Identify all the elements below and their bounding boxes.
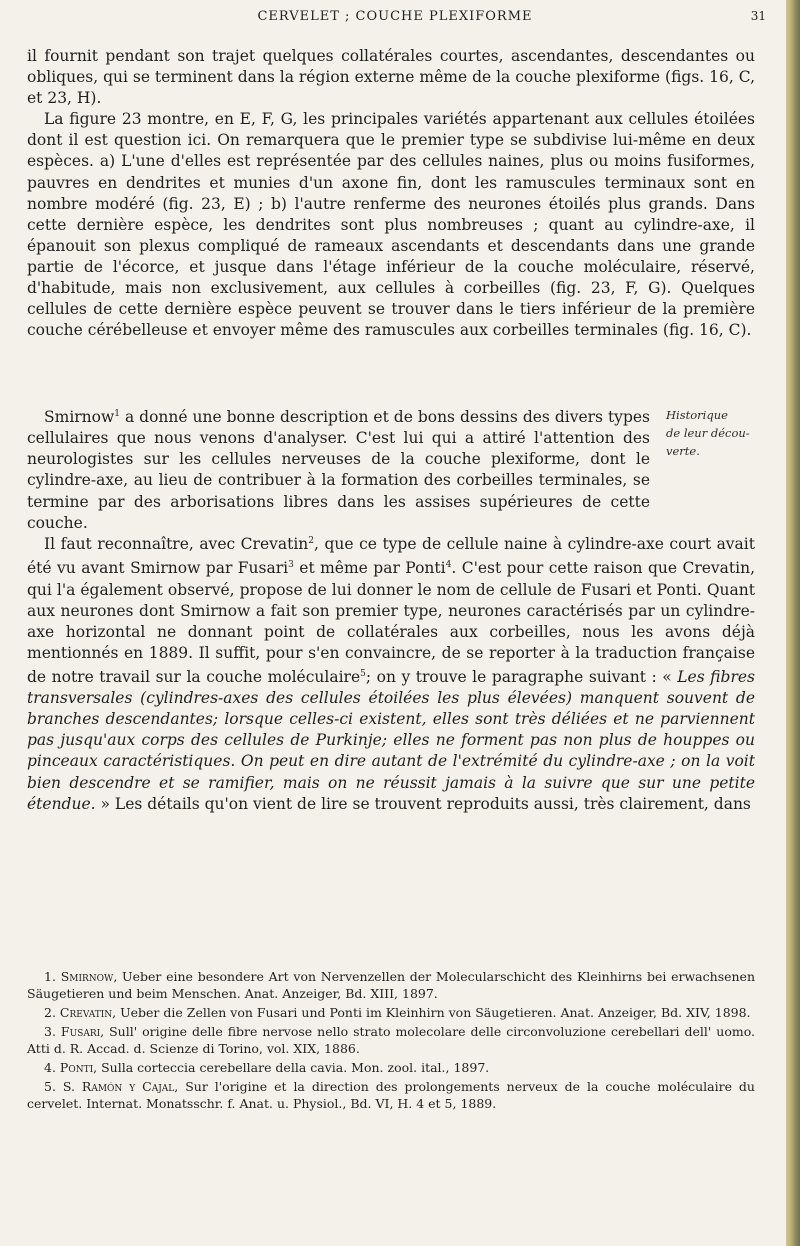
paragraph-text: a donné une bonne description et de bons dessins des divers types cellulaires que nous venons d'analyser. C'est lui qui a attiré l'attention des neurologistes sur les cellules nerveuses de la couche plexiforme, dont le cylindre-axe, au lieu de contribuer à la formation des corbeilles terminales, se termine par des arborisations libres dans les assises supérieures de cette couche. (27, 408, 650, 532)
footnote (27, 1004, 755, 1021)
main-text-lower (27, 531, 755, 823)
paragraph-text: . C'est pour cette raison que Crevatin, qui l'a également observé, propose de lui donner le nom de cellule de Fusari et Ponti. Quant aux neurones dont Smirnow a fait son premier type, neurones caractérisés par un cylindre-axe horizontal ne donnant point de collatérales aux corbeilles, nous les avons déjà mentionnés en 1889. Il suffit, pour s'en convaincre, de se reporter à la traduction française de notre travail sur la couche moléculaire (27, 559, 755, 687)
paragraph-crevatin (27, 531, 755, 815)
paragraph-smirnow (27, 404, 650, 534)
marginal-note-line: verte. (666, 444, 700, 458)
marginal-note-line: de leur décou- (666, 426, 750, 440)
paragraph-text: et même par Ponti (293, 559, 446, 578)
footnote-author: Ponti (59, 1060, 94, 1075)
footnote-text: , Sur l'origine et la direction des prolongements nerveux de la couche moléculaire du cervelet. Internat. Monatsschr. f. Anat. u. Physiol., Bd. VI, H. 4 et 5, 1889. (27, 1079, 755, 1111)
paragraph-text: Il faut reconnaître, avec Crevatin (44, 535, 309, 554)
footnote-ref: 5 (360, 668, 366, 679)
paragraph-text: , que ce type de cellule naine à cylindre-axe court avait été vu avant Smirnow par Fusari (27, 535, 755, 578)
page-edge (786, 0, 800, 1246)
footnote (27, 1078, 755, 1112)
footnote-author: S. Ramón y Cajal (62, 1079, 175, 1094)
main-text-top (27, 46, 755, 349)
author-name: Smirnow (44, 408, 115, 427)
footnote-number: 4. (44, 1060, 60, 1075)
footnote-author: Smirnow (60, 969, 114, 984)
page-number: 31 (750, 9, 766, 23)
footnote-number: 2. (44, 1005, 60, 1020)
footnote-number: 5. (44, 1079, 63, 1094)
footnote-author: Fusari (60, 1024, 101, 1039)
paragraph-text: ; on y trouve le paragraphe suivant : (365, 668, 657, 687)
footnote (27, 968, 755, 1002)
main-text-bottom (27, 404, 650, 542)
marginal-note (666, 406, 766, 460)
footnote-ref: 1 (114, 409, 120, 419)
footnote-number: 1. (44, 969, 61, 984)
quote-mark: » (95, 794, 110, 813)
footnote-text: , Sulla corteccia cerebellare della cavia. Mon. zool. ital., 1897. (93, 1060, 490, 1075)
footnote-text: , Ueber die Zellen von Fusari und Ponti im Kleinhirn von Säugetieren. Anat. Anzeiger, Bd. XIV, 1898. (112, 1005, 751, 1020)
paragraph-figure-23: La figure 23 montre, en E, F, G, les principales variétés appartenant aux cellules étoilées dont il est question ici. On remarquera que le premier type se subdivise lui-même en deux espèces. a) L'une d'elles est représentée par des cellules naines, plus ou moins fusiformes, pauvres en dendrites et munies d'un axone fin, dont les ramuscules terminaux sont en nombre modéré (fig. 23, E) ; b) l'autre renferme des neurones étoilés plus grands. Dans cette dernière espèce, les dendrites sont plus nombreuses ; quant au cylindre-axe, il épanouit son plexus compliqué de rameaux ascendants et descendants dans une grande partie de l'écorce, et jusque dans l'étage inférieur de la couche moléculaire, réservé, d'habitude, mais non exclusivement, aux cellules à corbeilles (fig. 23, F, G). Quelques cellules de cette dernière espèce peuvent se trouver dans le tiers inférieur de la première couche cérébelleuse et envoyer même des ramuscules aux corbeilles terminales (fig. 16, C). (27, 110, 755, 340)
quote-mark: « (662, 668, 678, 687)
running-header (0, 7, 800, 27)
footnote-ref: 2 (308, 536, 315, 546)
quotation: Les fibres transversales (cylindres-axes des cellules étoilées les plus élevées) manquent souvent de branches descendantes; lorsque celles-ci existent, elles sont très déliées et ne parviennent pas jusqu'aux corps des cellules de Purkinje; elles ne forment pas non plus de houppes ou pinceaux caractéristiques. On peut en dire autant de l'extrémité du cylindre-axe ; on la voit bien descendre et se ramifier, mais on ne réussit jamais à la suivre que sur une petite étendue. (27, 668, 755, 813)
running-title: CERVELET ; COUCHE PLEXIFORME (257, 9, 533, 24)
footnote-text: , Sull' origine delle fibre nervose nello strato molecolare delle circonvoluzione cerebellari dell' uomo. Atti d. R. Accad. d. Scienze di Torino, vol. XIX, 1886. (27, 1024, 756, 1056)
footnote-ref: 4 (445, 560, 452, 571)
footnote (27, 1023, 755, 1057)
footnotes (27, 968, 755, 1114)
paragraph-continuation: il fournit pendant son trajet quelques collatérales courtes, ascendantes, descendantes ou obliques, qui se terminent dans la région externe même de la couche plexiforme (figs. 16, C, et 23, H). (27, 47, 755, 108)
footnote (27, 1059, 755, 1076)
footnote-author: Crevatin (59, 1005, 113, 1020)
paragraph-text: Les détails qu'on vient de lire se trouvent reproduits aussi, très clairement, dans (109, 794, 751, 813)
footnote-text: , Ueber eine besondere Art von Nervenzellen der Molecularschicht des Kleinhirns bei erwachsenen Säugetieren und beim Menschen. Anat. Anzeiger, Bd. XIII, 1897. (27, 969, 755, 1001)
marginal-note-line: Historique (666, 408, 728, 422)
footnote-number: 3. (44, 1024, 61, 1039)
footnote-ref: 3 (288, 560, 294, 571)
